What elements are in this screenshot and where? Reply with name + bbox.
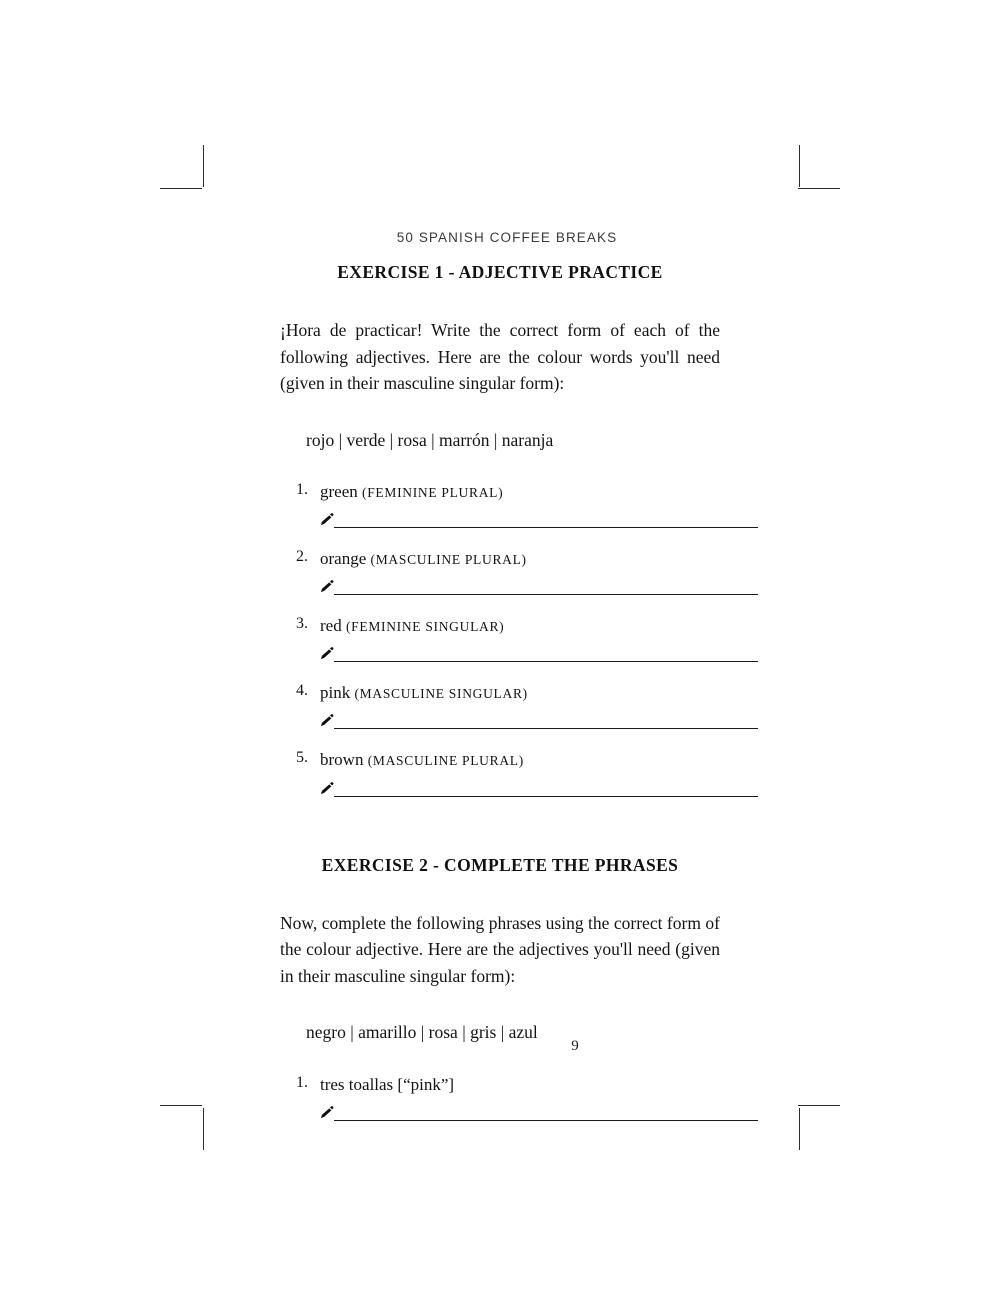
exercise-2-wordbank: negro | amarillo | rosa | gris | azul (306, 1022, 538, 1043)
exercise-1-title: EXERCISE 1 - ADJECTIVE PRACTICE (337, 262, 663, 282)
list-item-label (320, 481, 720, 503)
exercise-1-list (280, 481, 720, 798)
pencil-icon (320, 713, 334, 727)
answer-line (334, 728, 758, 729)
list-item-label (320, 1074, 720, 1096)
list-item-word: brown (320, 750, 364, 770)
pencil-icon (320, 512, 334, 526)
exercise-1-instructions: ¡Hora de practicar! Write the correct form of each of the following adjectives. Here are the colour words you'll need (given in their masculine singular form): (280, 320, 720, 394)
answer-line (334, 594, 758, 595)
exercise-2-title: EXERCISE 2 - COMPLETE THE PHRASES (321, 854, 679, 875)
page-number: 9 (571, 1038, 579, 1054)
pencil-icon (320, 579, 334, 593)
list-item-qualifier: (MASCULINE SINGULAR) (354, 686, 528, 702)
list-item (280, 481, 720, 530)
exercise-2-list (280, 1074, 720, 1123)
list-item-word: pink (320, 683, 351, 703)
list-item (280, 682, 720, 731)
list-item (280, 749, 720, 798)
answer-row[interactable] (320, 1105, 720, 1123)
answer-row[interactable] (320, 512, 720, 530)
list-item-qualifier: (MASCULINE PLURAL) (370, 552, 527, 568)
pencil-icon (320, 1105, 334, 1119)
exercise-1-wordbank: rojo | verde | rosa | marrón | naranja (306, 429, 554, 450)
list-item (280, 1074, 720, 1123)
answer-row[interactable] (320, 579, 720, 597)
list-item-label (320, 749, 720, 771)
list-item-label (320, 615, 720, 637)
answer-row[interactable] (320, 781, 720, 799)
list-item (280, 615, 720, 664)
answer-line (334, 1120, 758, 1121)
exercise-2-instructions: Now, complete the following phrases using the correct form of the colour adjective. Here are the adjectives you'll need (given in their masculine singular form): (280, 912, 720, 986)
pencil-icon (320, 646, 334, 660)
page-content (280, 262, 720, 1141)
list-item-label (320, 548, 720, 570)
list-item (280, 548, 720, 597)
list-item-label (320, 682, 720, 704)
answer-line (334, 661, 758, 662)
list-item-word: green (320, 482, 358, 502)
answer-line (334, 796, 758, 797)
list-item-qualifier: (FEMININE PLURAL) (362, 485, 504, 501)
answer-row[interactable] (320, 646, 720, 664)
list-item-word: orange (320, 549, 367, 569)
answer-row[interactable] (320, 713, 720, 731)
list-item-qualifier: (MASCULINE PLURAL) (367, 753, 524, 769)
list-item-word: red (320, 616, 342, 636)
list-item-word: tres toallas [“pink”] (320, 1074, 455, 1094)
running-head: 50 SPANISH COFFEE BREAKS (396, 230, 618, 245)
list-item-qualifier: (FEMININE SINGULAR) (345, 619, 505, 635)
pencil-icon (320, 781, 334, 795)
answer-line (334, 527, 758, 528)
